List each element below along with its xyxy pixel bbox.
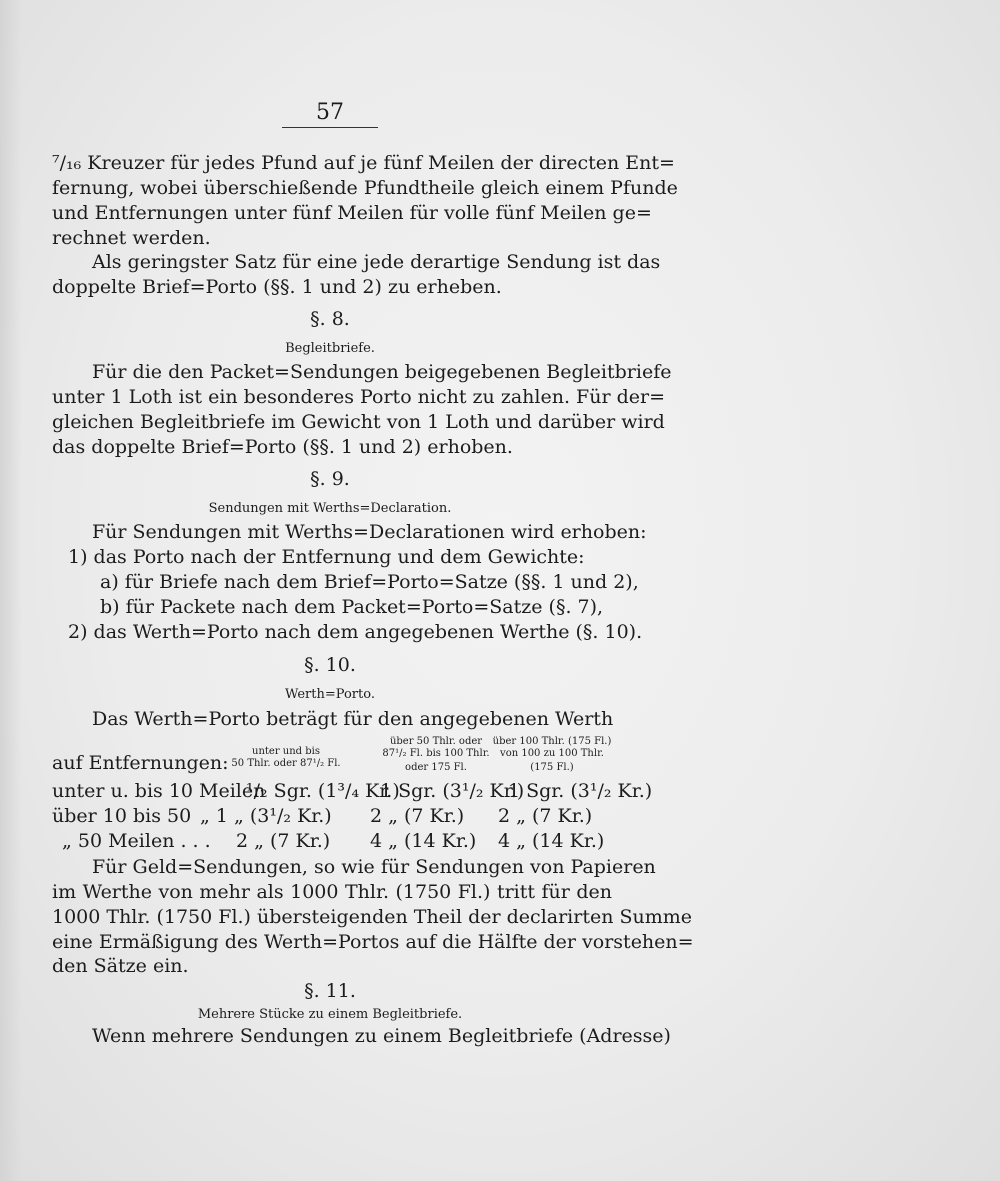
text-line: eine Ermäßigung des Werth=Portos auf die Hälfte der vorstehen=: [52, 931, 694, 953]
page-edge-shadow: [0, 0, 22, 1181]
table-cell-distance: „ 50 Meilen . . .: [62, 830, 211, 852]
table-cell-distance: unter u. bis 10 Meilen: [52, 780, 266, 802]
table-header-cell: über 100 Thlr. (175 Fl.): [492, 736, 612, 747]
text-line: 2) das Werth=Porto nach dem angegebenen Werthe (§. 10).: [68, 621, 643, 643]
text-line: b) für Packete nach dem Packet=Porto=Satze (§. 7),: [100, 596, 604, 618]
text-line: doppelte Brief=Porto (§§. 1 und 2) zu erheben.: [52, 276, 502, 298]
text-line: 1000 Thlr. (1750 Fl.) übersteigenden Theil der declarirten Summe: [52, 906, 693, 928]
table-cell: 1 Sgr. (3¹/₂ Kr.): [508, 780, 653, 802]
table-header-cell: von 100 zu 100 Thlr.: [500, 748, 604, 759]
text-line: a) für Briefe nach dem Brief=Porto=Satze (§§. 1 und 2),: [100, 571, 639, 593]
table-cell: 2 „ (7 Kr.): [370, 805, 465, 827]
text-line: Wenn mehrere Sendungen zu einem Begleitbriefe (Adresse): [92, 1025, 671, 1047]
section-number: §. 11.: [304, 980, 356, 1002]
table-cell: 1 Sgr. (3¹/₂ Kr.): [380, 780, 525, 802]
text-line: den Sätze ein.: [52, 955, 189, 977]
text-line: 1) das Porto nach der Entfernung und dem Gewichte:: [68, 546, 585, 568]
section-number: §. 10.: [304, 654, 356, 676]
page-number: 57: [316, 100, 344, 125]
text-line: gleichen Begleitbriefe im Gewicht von 1 Loth und darüber wird: [52, 411, 665, 433]
text-line: fernung, wobei überschießende Pfundtheile gleich einem Pfunde: [52, 177, 678, 199]
page-number-rule: [282, 127, 378, 128]
section-number: §. 9.: [310, 468, 350, 490]
text-line: rechnet werden.: [52, 227, 211, 249]
section-title: Mehrere Stücke zu einem Begleitbriefe.: [197, 1007, 463, 1022]
table-cell-distance: über 10 bis 50: [52, 805, 192, 827]
table-header-cell: (175 Fl.): [530, 762, 574, 773]
table-cell: ¹/₂ Sgr. (1³/₄ Kr.): [246, 780, 400, 802]
table-header-cell: unter und bis: [252, 746, 320, 757]
text-line: und Entfernungen unter fünf Meilen für volle fünf Meilen ge=: [52, 202, 652, 224]
text-line: ⁷/₁₆ Kreuzer für jedes Pfund auf je fünf Meilen der directen Ent=: [52, 152, 675, 174]
table-header-cell: 50 Thlr. oder 87¹/₂ Fl.: [231, 758, 341, 769]
table-cell: „ 1 „ (3¹/₂ Kr.): [200, 805, 332, 827]
section-title: Begleitbriefe.: [285, 341, 375, 356]
table-cell: 4 „ (14 Kr.): [498, 830, 605, 852]
table-header-cell: über 50 Thlr. oder: [389, 736, 483, 747]
section-title: Werth=Porto.: [285, 687, 375, 702]
text-line: unter 1 Loth ist ein besonderes Porto nicht zu zahlen. Für der=: [52, 386, 665, 408]
section-title: Sendungen mit Werths=Declaration.: [208, 501, 452, 516]
text-line: Das Werth=Porto beträgt für den angegebenen Werth: [92, 708, 614, 730]
table-cell: 2 „ (7 Kr.): [236, 830, 331, 852]
text-line: Für die den Packet=Sendungen beigegebenen Begleitbriefe: [92, 361, 672, 383]
text-line: Für Geld=Sendungen, so wie für Sendungen von Papieren: [92, 856, 656, 878]
table-cell: 2 „ (7 Kr.): [498, 805, 593, 827]
table-cell: 4 „ (14 Kr.): [370, 830, 477, 852]
table-row-label: auf Entfernungen:: [52, 752, 229, 774]
table-header-cell: oder 175 Fl.: [405, 762, 467, 773]
text-line: Für Sendungen mit Werths=Declarationen wird erhoben:: [92, 521, 647, 543]
text-line: Als geringster Satz für eine jede derartige Sendung ist das: [92, 251, 661, 273]
section-number: §. 8.: [310, 308, 350, 330]
table-header-cell: 87¹/₂ Fl. bis 100 Thlr.: [382, 748, 490, 759]
text-line: das doppelte Brief=Porto (§§. 1 und 2) erhoben.: [52, 436, 513, 458]
text-line: im Werthe von mehr als 1000 Thlr. (1750 Fl.) tritt für den: [52, 881, 612, 903]
